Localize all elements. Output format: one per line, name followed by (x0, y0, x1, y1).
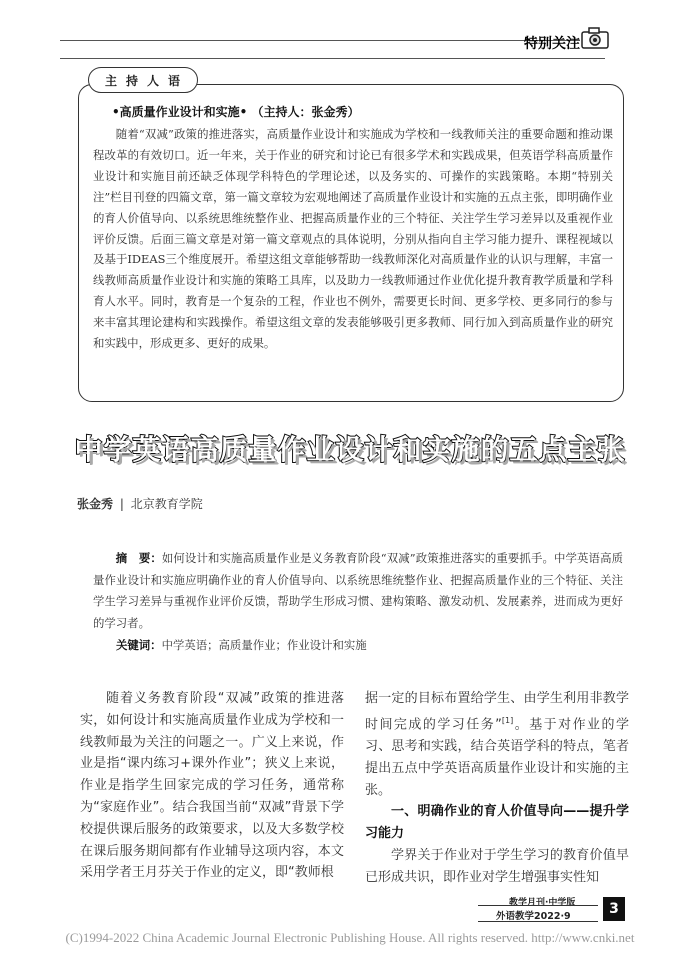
body-left-column: 随着义务教育阶段“双减”政策的推进落实，如何设计和实施高质量作业成为学校和一线教师最为关注的问题之一。广义上来说，作业是指“课内练习+课外作业”；狭义上来说，作业是指学生回家完成的学习任务，通常称为“家庭作业”。结合我国当前“双减”背景下学校提供课后服务的政策要求，以及大多数学校在课后服务期间都有作业辅导这项内容，本文采用学者王月芬关于作业的定义，即“教师根 (80, 691, 344, 881)
author-affiliation: 北京教育学院 (130, 497, 203, 511)
right-paragraph-1-cont: 。基于对作业的学习、思考和实践，结合英语学科的特点，笔者提出五点中学英语高质量作业设计和实施的主张。 (365, 717, 629, 798)
author-separator: | (119, 497, 124, 511)
right-paragraph-1 (365, 688, 629, 801)
footer-journal: 教学月刊·中学版 (509, 898, 576, 908)
section-heading: 一、明确作业的育人价值导向——提升学习能力 (365, 804, 629, 842)
citation-marker: [1] (501, 715, 514, 725)
article-title: 中学英语高质量作业设计和实施的五点主张 (74, 433, 626, 466)
header-rule-lower (60, 58, 605, 59)
author-line (77, 495, 203, 512)
abstract (93, 548, 623, 634)
right-paragraph-2: 学界关于作业对于学生学习的教育价值早已形成共识，即作业对学生增强事实性知 (365, 847, 629, 885)
footer-rule (478, 905, 598, 906)
abstract-text: 如何设计和实施高质量作业是义务教育阶段“双减”政策推进落实的重要抓手。中学英语高质量作业设计和实施应明确作业的育人价值导向、以系统思维统整作业、把握高质量作业的三个特征、关注学生学习差异与重视作业评价反馈，帮助学生形成习惯、建构策略、激发动机、发展素养，进而成为更好的学习者。 (93, 551, 623, 630)
footer-issue: 外语教学2022·9 (496, 911, 571, 922)
host-heading: •高质量作业设计和实施• （主持人：张金秀） (112, 105, 360, 119)
host-tag: 主持人语 (88, 67, 198, 93)
author-name: 张金秀 (77, 497, 114, 511)
right-paragraph-1-text: 据一定的目标布置给学生、由学生利用非教学时间完成的学习任务” (365, 691, 629, 733)
keywords-label: 关键词： (116, 638, 162, 652)
keywords-text: 中学英语；高质量作业；作业设计和实施 (161, 638, 367, 652)
header-rule (60, 40, 580, 41)
page-header (0, 0, 700, 70)
section-tag: 特别关注 (524, 36, 580, 52)
host-body: 随着“双减”政策的推进落实，高质量作业设计和实施成为学校和一线教师关注的重要命题和推动课程改革的有效切口。近一年来，关于作业的研究和讨论已有很多学术和实践成果，但英语学科高质量作业设计和实施目前还缺乏体现学科特色的学理论述，以及务实的、可操作的实践策略。本期“特别关注”栏目刊登的四篇文章，第一篇文章较为宏观地阐述了高质量作业设计和实施的五点主张，即明确作业的育人价值导向、以系统思维统整作业、把握高质量作业的三个特征、关注学生学习差异以及重视作业评价反馈。后面三篇文章是对第一篇文章观点的具体说明，分别从指向自主学习能力提升、课程视域以及基于IDEAS三个维度展开。希望这组文章能够帮助一线教师深化对高质量作业的认识与理解，丰富一线教师高质量作业设计和实施的策略工具库，以及助力一线教师通过作业优化提升教育教学质量和学科育人水平。同时，教育是一个复杂的工程，作业也不例外，需要更长时间、更多学校、更多同行的参与来丰富其理论建构和实践操作。希望这组文章的发表能够吸引更多教师、同行加入到高质量作业的研究和实践中，形成更多、更好的成果。 (93, 127, 613, 351)
camera-icon (580, 26, 610, 50)
body-right-column (365, 688, 629, 889)
page-number: 3 (603, 897, 625, 921)
keywords (116, 637, 367, 653)
copyright-notice: (C)1994-2022 China Academic Journal Electronic Publishing House. All rights reserved. http://www.cnki.net (65, 930, 635, 945)
abstract-label: 摘 要： (115, 551, 162, 565)
footer-rule-lower (478, 921, 598, 922)
